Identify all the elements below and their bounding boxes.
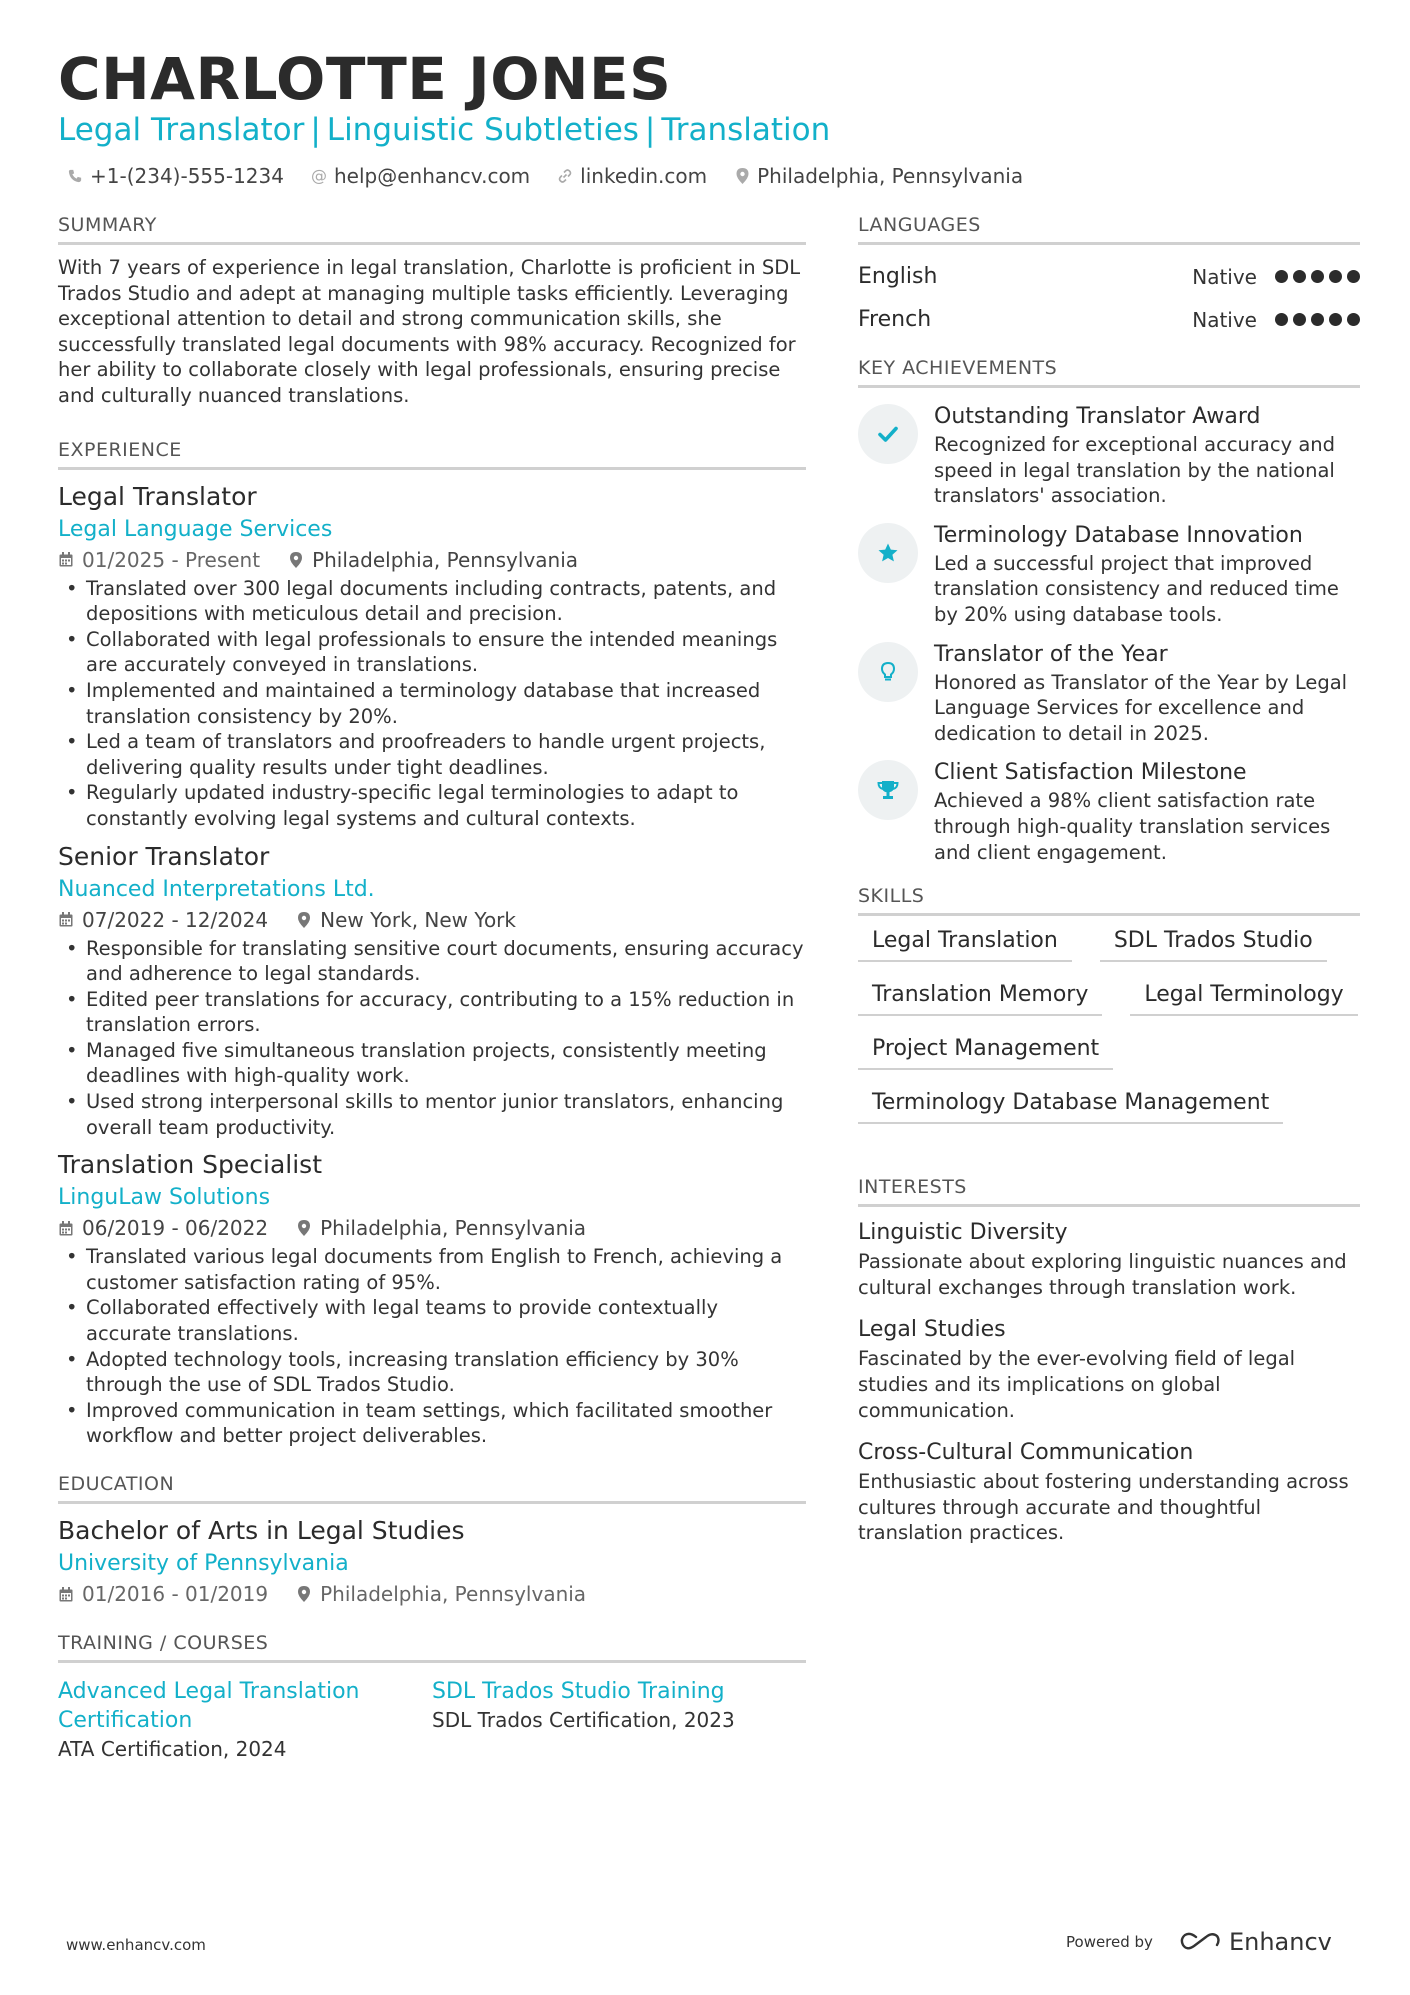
list-item: • Used strong interpersonal skills to mentor junior translators, enhancing overall team productivity. (58, 1089, 806, 1140)
skill-tag: Legal Translation (858, 926, 1072, 962)
powered-by-label: Powered by (1066, 1933, 1153, 1951)
section-title-interests: INTERESTS (858, 1174, 1360, 1207)
rating-dot (1293, 313, 1306, 326)
list-item: • Implemented and maintained a terminology database that increased translation consistency by 20%. (58, 678, 806, 729)
tagline-separator: | (644, 112, 656, 148)
list-item: • Translated various legal documents from English to French, achieving a customer satisfaction rating of 95%. (58, 1244, 806, 1295)
location-pin-icon (296, 1220, 312, 1236)
achievement-item (858, 758, 1360, 865)
education-entry (58, 1514, 806, 1608)
list-item: • Led a team of translators and proofreaders to handle urgent projects, delivering quality results under tight deadlines. (58, 729, 806, 780)
achievement-desc: Led a successful project that improved translation consistency and reduced time by 20% using database tools. (934, 551, 1339, 626)
list-item: • Edited peer translations for accuracy, contributing to a 15% reduction in translation errors. (58, 987, 806, 1038)
interest-item (858, 1217, 1360, 1300)
rating-dot (1329, 313, 1342, 326)
section-title-skills: SKILLS (858, 883, 1360, 916)
section-title-experience: EXPERIENCE (58, 437, 806, 470)
list-item: • Adopted technology tools, increasing translation efficiency by 30% through the use of SDL Trados Studio. (58, 1347, 806, 1398)
interest-title: Legal Studies (858, 1317, 1006, 1343)
interest-item (858, 1314, 1360, 1423)
school: University of Pennsylvania (58, 1551, 349, 1576)
course-desc: SDL Trados Certification, 2023 (432, 1708, 735, 1732)
job-location-text: Philadelphia, Pennsylvania (320, 1216, 587, 1241)
achievement-item (858, 640, 1360, 747)
tagline (58, 110, 830, 150)
job-dates-text: 06/2019 - 06/2022 (82, 1216, 269, 1241)
job-company: LinguLaw Solutions (58, 1185, 271, 1211)
job-company: Nuanced Interpretations Ltd. (58, 876, 375, 902)
section-title-summary: SUMMARY (58, 212, 806, 245)
section-title-education: EDUCATION (58, 1471, 806, 1504)
rating-dot (1311, 313, 1324, 326)
right-column (858, 212, 1360, 1560)
course-item (432, 1677, 806, 1764)
contact-email[interactable] (310, 162, 530, 190)
achievement-item (858, 402, 1360, 509)
job-location (296, 1214, 586, 1242)
calendar-icon (58, 912, 74, 927)
calendar-icon (58, 552, 74, 567)
course-name: Advanced Legal Translation Certification (58, 1679, 360, 1733)
location-pin-icon (296, 1586, 312, 1602)
education-dates (58, 1580, 268, 1608)
section-title-languages: LANGUAGES (858, 212, 1360, 245)
interest-title: Cross-Cultural Communication (858, 1440, 1194, 1466)
job-dates-text: 01/2025 - Present (82, 547, 261, 572)
star-icon (858, 523, 918, 583)
list-item: • Responsible for translating sensitive court documents, ensuring accuracy and adherence to legal standards. (58, 936, 806, 987)
linkedin-text: linkedin.com (580, 164, 708, 188)
footer-website[interactable]: www.enhancv.com (66, 1936, 206, 1954)
section-title-training: TRAINING / COURSES (58, 1630, 806, 1663)
job-meta (58, 906, 806, 934)
language-name: French (858, 307, 932, 332)
achievement-title: Client Satisfaction Milestone (934, 760, 1247, 786)
contact-phone[interactable] (66, 162, 284, 190)
job-bullets (58, 936, 806, 1141)
interest-desc: Enthusiastic about fostering understanding across cultures through accurate and thoughtful translation practices. (858, 1470, 1349, 1545)
skill-tag: Project Management (858, 1034, 1113, 1070)
job-location (288, 546, 578, 574)
rating-dot (1329, 270, 1342, 283)
list-item: • Improved communication in team settings, which facilitated smoother workflow and better project deliverables. (58, 1398, 806, 1449)
job-dates (58, 546, 260, 574)
summary-text: With 7 years of experience in legal translation, Charlotte is proficient in SDL Trados Studio and adept at managing multiple tasks efficiently. Leveraging exceptional attention to detail and strong communication skills, she successfully translated legal documents with 98% accuracy. Recognized for her ability to collaborate closely with legal professionals, ensuring precise and culturally nuanced translations. (58, 256, 801, 407)
calendar-icon (58, 1587, 74, 1602)
rating-dot (1311, 270, 1324, 283)
achievement-desc: Recognized for exceptional accuracy and speed in legal translation by the national translators' association. (934, 433, 1336, 508)
job-bullets (58, 1244, 806, 1449)
language-name: English (858, 264, 938, 289)
job-location-text: New York, New York (320, 907, 516, 932)
phone-icon (66, 169, 84, 183)
list-item: • Collaborated with legal professionals to ensure the intended meanings are accurately conveyed in translations. (58, 627, 806, 678)
location-pin-icon (296, 912, 312, 928)
job-title: Legal Translator (58, 481, 257, 511)
checkmark-icon (858, 404, 918, 464)
achievement-desc: Honored as Translator of the Year by Legal Language Services for excellence and dedication to detail in 2025. (934, 670, 1348, 745)
course-desc: ATA Certification, 2024 (58, 1737, 287, 1761)
location-pin-icon (288, 552, 304, 568)
tagline-separator: | (310, 112, 321, 148)
contact-location (733, 162, 1023, 190)
language-row (858, 298, 1360, 341)
achievement-item (858, 521, 1360, 628)
achievement-title: Translator of the Year (934, 641, 1168, 667)
phone-text: +1-(234)-555-1234 (90, 164, 284, 188)
list-item: • Collaborated effectively with legal teams to provide contextually accurate translations. (58, 1295, 806, 1346)
course-name: SDL Trados Studio Training (432, 1679, 725, 1704)
language-rating (1275, 313, 1360, 326)
language-level: Native (1192, 307, 1257, 332)
rating-dot (1275, 270, 1288, 283)
course-item (58, 1677, 432, 1764)
lightbulb-icon (858, 642, 918, 702)
rating-dot (1275, 313, 1288, 326)
link-icon (556, 168, 574, 184)
skill-tag: Terminology Database Management (858, 1088, 1283, 1124)
achievement-title: Terminology Database Innovation (934, 522, 1303, 548)
footer-branding (1066, 1928, 1332, 1956)
skill-tag: Legal Terminology (1130, 980, 1357, 1016)
interest-title: Linguistic Diversity (858, 1220, 1068, 1246)
tagline-part: Translation (661, 112, 831, 148)
location-text: Philadelphia, Pennsylvania (757, 164, 1024, 188)
job-title: Translation Specialist (58, 1150, 323, 1180)
contact-linkedin[interactable] (556, 162, 707, 190)
degree: Bachelor of Arts in Legal Studies (58, 1516, 465, 1545)
list-item: • Translated over 300 legal documents including contracts, patents, and depositions with meticulous detail and precision. (58, 576, 806, 627)
candidate-name: CHARLOTTE JONES (58, 45, 672, 113)
job-dates (58, 1214, 268, 1242)
job-bullets (58, 576, 806, 832)
job-entry (58, 480, 806, 832)
email-text: help@enhancv.com (333, 164, 531, 188)
language-level: Native (1192, 264, 1257, 289)
trophy-icon (858, 760, 918, 820)
list-item: • Regularly updated industry-specific legal terminologies to adapt to constantly evolving legal systems and cultural contexts. (58, 780, 806, 831)
training-list (58, 1677, 806, 1764)
calendar-icon (58, 1221, 74, 1236)
rating-dot (1293, 270, 1306, 283)
job-title: Senior Translator (58, 841, 270, 871)
enhancv-logo-icon (1179, 1931, 1221, 1953)
job-meta (58, 1214, 806, 1242)
job-location (296, 906, 516, 934)
education-location (296, 1580, 586, 1608)
achievement-title: Outstanding Translator Award (934, 404, 1261, 429)
skill-tag: Translation Memory (858, 980, 1102, 1016)
list-item: • Managed five simultaneous translation projects, consistently meeting deadlines with high-quality work. (58, 1038, 806, 1089)
tagline-part: Linguistic Subtleties (326, 112, 639, 148)
achievement-desc: Achieved a 98% client satisfaction rate through high-quality translation services and client engagement. (934, 789, 1331, 864)
job-entry (58, 1148, 806, 1449)
skills-list (858, 926, 1360, 1124)
education-dates-text: 01/2016 - 01/2019 (82, 1582, 269, 1606)
interest-desc: Passionate about exploring linguistic nuances and cultural exchanges through translation work. (858, 1250, 1347, 1299)
brand-logo[interactable] (1179, 1928, 1332, 1956)
interest-item (858, 1437, 1360, 1546)
job-meta (58, 546, 806, 574)
brand-name: Enhancv (1228, 1928, 1332, 1956)
location-pin-icon (733, 168, 751, 184)
left-column (58, 212, 806, 1764)
education-meta (58, 1580, 806, 1608)
rating-dot (1347, 313, 1360, 326)
job-location-text: Philadelphia, Pennsylvania (312, 547, 579, 572)
languages-list (858, 255, 1360, 341)
job-dates-text: 07/2022 - 12/2024 (82, 907, 269, 932)
skill-tag: SDL Trados Studio (1100, 926, 1327, 962)
interest-desc: Fascinated by the ever-evolving field of legal studies and its implications on global communication. (858, 1347, 1296, 1422)
language-rating (1275, 270, 1360, 283)
contact-bar (66, 162, 1023, 190)
education-location-text: Philadelphia, Pennsylvania (320, 1582, 587, 1606)
rating-dot (1347, 270, 1360, 283)
job-company: Legal Language Services (58, 516, 333, 542)
tagline-part: Legal Translator (58, 112, 305, 148)
job-entry (58, 840, 806, 1141)
language-row (858, 255, 1360, 298)
at-icon: @ (310, 166, 327, 185)
job-dates (58, 906, 268, 934)
section-title-achievements: KEY ACHIEVEMENTS (858, 355, 1360, 388)
